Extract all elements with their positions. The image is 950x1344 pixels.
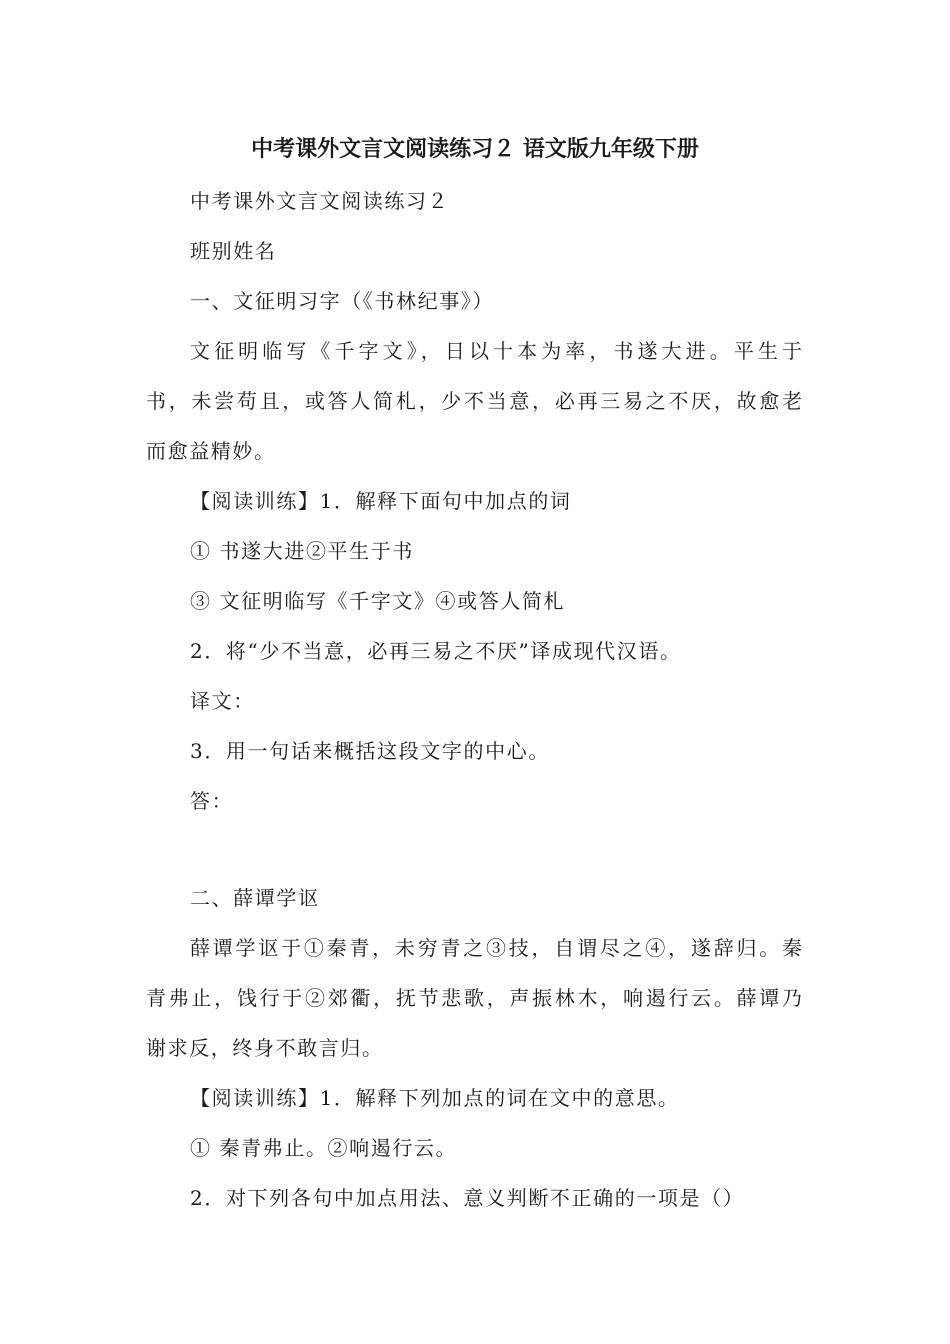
section1-question-3: 3．用一句话来概括这段文字的中心。 [190,739,550,763]
section1-question-1: 【阅读训练】1．解释下面句中加点的词 [190,489,572,513]
section2-passage-line: 谢求反，终身不敢言归。 [146,1036,384,1060]
section1-question-2: 2．将“少不当意，必再三易之不厌”译成现代汉语。 [190,639,682,663]
section2-passage-line: 薛谭学讴于①秦青，未穷青之③技，自谓尽之④，遂辞归。秦 [190,936,802,960]
section1-question-1-items: ③ 文征明临写《千字文》④或答人简札 [190,589,566,613]
section1-question-3-answer: 答： [190,789,234,813]
section2-passage-line: 青弗止，饯行于②郊衢，抚节悲歌，声振林木，响遏行云。薛谭乃 [146,986,802,1010]
section2-question-2: 2．对下列各句中加点用法、意义判断不正确的一项是（） [190,1186,745,1210]
section2-heading: 二、薛谭学讴 [190,886,320,910]
section2-question-1: 【阅读训练】1．解释下列加点的词在文中的意思。 [190,1086,680,1110]
section1-question-2-answer: 译文： [190,689,255,713]
class-name-line: 班别姓名 [190,239,277,263]
section2-question-1-items: ① 秦青弗止。②响遏行云。 [190,1136,458,1160]
section1-passage-line: 书，未尝苟且，或答人简札，少不当意，必再三易之不厌，故愈老 [146,389,802,413]
section1-heading: 一、文征明习字（《书林纪事》） [190,289,494,313]
document-title: 中考课外文言文阅读练习２ 语文版九年级下册 [251,137,699,162]
section1-passage-line: 文征明临写《千字文》，日以十本为率，书遂大进。平生于 [190,339,802,363]
section1-passage-line: 而愈益精妙。 [146,439,276,463]
subtitle: 中考课外文言文阅读练习２ [190,189,450,213]
section1-question-1-items: ① 书遂大进②平生于书 [190,539,414,563]
